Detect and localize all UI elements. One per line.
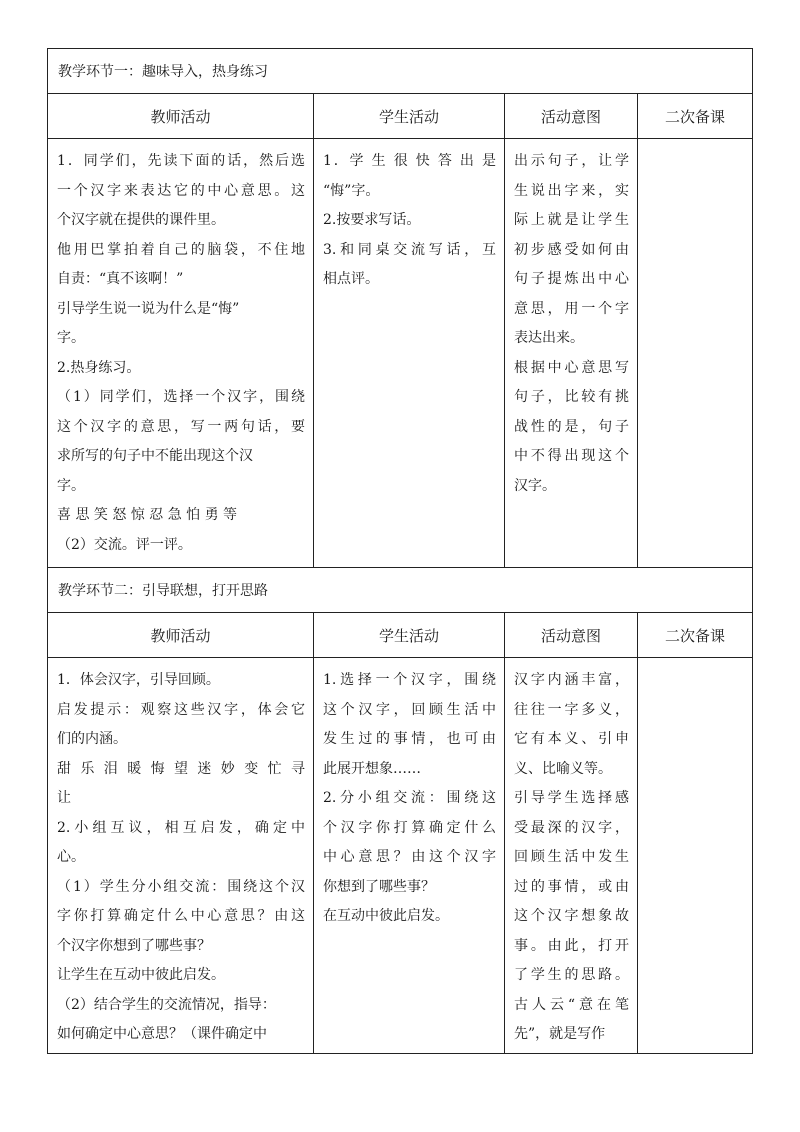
text-line: 表达出来。 <box>514 330 584 346</box>
teacher-activity-cell <box>48 658 314 1054</box>
text-line: 根据中心意思写 <box>514 359 629 376</box>
text-line: 心。 <box>57 849 85 865</box>
content-row <box>48 658 753 1054</box>
second-prep-cell <box>638 139 753 568</box>
text-line: 自责：“真不该啊！” <box>57 271 184 287</box>
text-line: 1．体会汉字，引导回顾。 <box>57 672 220 688</box>
header-activity-intent: 活动意图 <box>505 613 638 658</box>
text-line: 事。由此，打开 <box>514 937 629 954</box>
text-line: 他用巴掌拍着自己的脑袋，不住地 <box>57 241 305 258</box>
text-line: 生说出字来，实 <box>514 182 629 199</box>
text-line: 个汉字就在提供的课件里。 <box>57 212 225 228</box>
header-second-prep: 二次备课 <box>638 94 753 139</box>
activity-intent-cell <box>505 658 638 1054</box>
header-teacher-activity: 教师活动 <box>48 94 314 139</box>
column-header-row <box>48 94 753 139</box>
teacher-activity-cell <box>48 139 314 568</box>
text-line: 1.选择一个汉字，围绕 <box>323 672 496 688</box>
text-line: 这个汉字想象故 <box>514 908 629 924</box>
text-line: 2.分小组交流：围绕这 <box>323 790 496 806</box>
text-line: 汉字。 <box>514 477 556 494</box>
text-line: 中心意思？由这个汉字 <box>323 849 496 865</box>
text-line: 字你打算确定什么中心意思？由这 <box>57 908 305 924</box>
text-line: 相点评。 <box>323 271 379 287</box>
text-line: 2.热身练习。 <box>57 359 141 376</box>
text-line: （2）结合学生的交流情况，指导： <box>57 996 276 1013</box>
text-line: 回顾生活中发生 <box>514 849 629 865</box>
text-line: 古人云“意在笔 <box>514 996 629 1013</box>
text-line: 句子，比较有挑 <box>514 389 629 405</box>
text-line: （1）同学们，选择一个汉字，围绕 <box>57 389 305 405</box>
text-line: 际上就是让学生 <box>514 212 629 228</box>
header-student-activity: 学生活动 <box>314 94 505 139</box>
text-line: 字。 <box>57 330 85 346</box>
text-line: 它有本义、引申 <box>514 731 629 747</box>
text-line: 受最深的汉字， <box>514 819 629 836</box>
content-row <box>48 139 753 568</box>
text-line: 让学生在互动中彼此启发。 <box>57 967 225 983</box>
text-line: 在互动中彼此启发。 <box>323 908 449 924</box>
text-line: 义、比喻义等。 <box>514 760 612 777</box>
text-line: 中不得出现这个 <box>514 448 629 464</box>
student-activity-cell <box>314 658 505 1054</box>
text-line: 出示句子，让学 <box>514 153 629 169</box>
lesson-plan-page <box>47 48 752 1054</box>
text-line: 个汉字你想到了哪些事？ <box>57 937 211 954</box>
activity-intent-cell <box>505 139 638 568</box>
text-line: 如何确定中心意思？（课件确定中 <box>57 1026 267 1042</box>
lesson-plan-table <box>47 48 753 1054</box>
text-line: 初步感受如何由 <box>514 241 629 258</box>
text-line: 2.小组互议，相互启发，确定中 <box>57 819 305 836</box>
header-teacher-activity: 教师活动 <box>48 613 314 658</box>
text-line: 汉字内涵丰富， <box>514 672 629 688</box>
text-line: （1）学生分小组交流：围绕这个汉 <box>57 878 305 895</box>
text-line: 2.按要求写话。 <box>323 212 421 228</box>
text-line: （2）交流。评一评。 <box>57 536 192 553</box>
text-line: 过的事情，或由 <box>514 878 629 895</box>
text-line: 让 <box>57 790 71 806</box>
text-line: 启发提示：观察这些汉字，体会它 <box>57 701 305 718</box>
text-line: 3.和同桌交流写话，互 <box>323 241 496 258</box>
text-line: 一个汉字来表达它的中心意思。这 <box>57 182 305 199</box>
text-line: 了学生的思路。 <box>514 967 629 983</box>
text-line: 句子提炼出中心 <box>514 271 629 287</box>
text-line: 这个汉字，回顾生活中 <box>323 701 496 718</box>
text-line: 1．同学们，先读下面的话，然后选 <box>57 153 305 169</box>
text-line: 引导学生选择感 <box>514 790 629 806</box>
second-prep-cell <box>638 658 753 1054</box>
text-line: 此展开想象…… <box>323 760 421 777</box>
text-line: 1．学 生 很 快 答 出 是 <box>323 153 496 169</box>
text-line: 你想到了哪些事？ <box>323 878 435 895</box>
header-second-prep: 二次备课 <box>638 613 753 658</box>
section-title-row <box>48 49 753 94</box>
text-line: 发生过的事情，也可由 <box>323 731 496 747</box>
text-line: 往往一字多义， <box>514 701 629 718</box>
text-line: 喜 思 笑 怒 惊 忍 急 怕 勇 等 <box>57 507 238 523</box>
column-header-row <box>48 613 753 658</box>
section-title: 教学环节一：趣味导入，热身练习 <box>48 49 753 94</box>
text-line: 个汉字你打算确定什么 <box>323 819 496 836</box>
text-line: 意思，用一个字 <box>514 300 629 317</box>
section-title: 教学环节二：引导联想，打开思路 <box>48 568 753 613</box>
text-line: 先”，就是写作 <box>514 1026 606 1042</box>
header-activity-intent: 活动意图 <box>505 94 638 139</box>
text-line: 字。 <box>57 477 85 494</box>
text-line: 求所写的句子中不能出现这个汉 <box>57 448 253 464</box>
text-line: 甜 乐 泪 暖 悔 望 迷 妙 变 忙 寻 <box>57 760 305 777</box>
text-line: 这个汉字的意思，写一两句话，要 <box>57 418 305 435</box>
student-activity-cell <box>314 139 505 568</box>
text-line: 战性的是，句子 <box>514 418 629 435</box>
text-line: 们的内涵。 <box>57 731 127 747</box>
header-student-activity: 学生活动 <box>314 613 505 658</box>
text-line: 引导学生说一说为什么是“悔” <box>57 300 240 317</box>
text-line: “悔”字。 <box>323 182 380 199</box>
section-title-row <box>48 568 753 613</box>
